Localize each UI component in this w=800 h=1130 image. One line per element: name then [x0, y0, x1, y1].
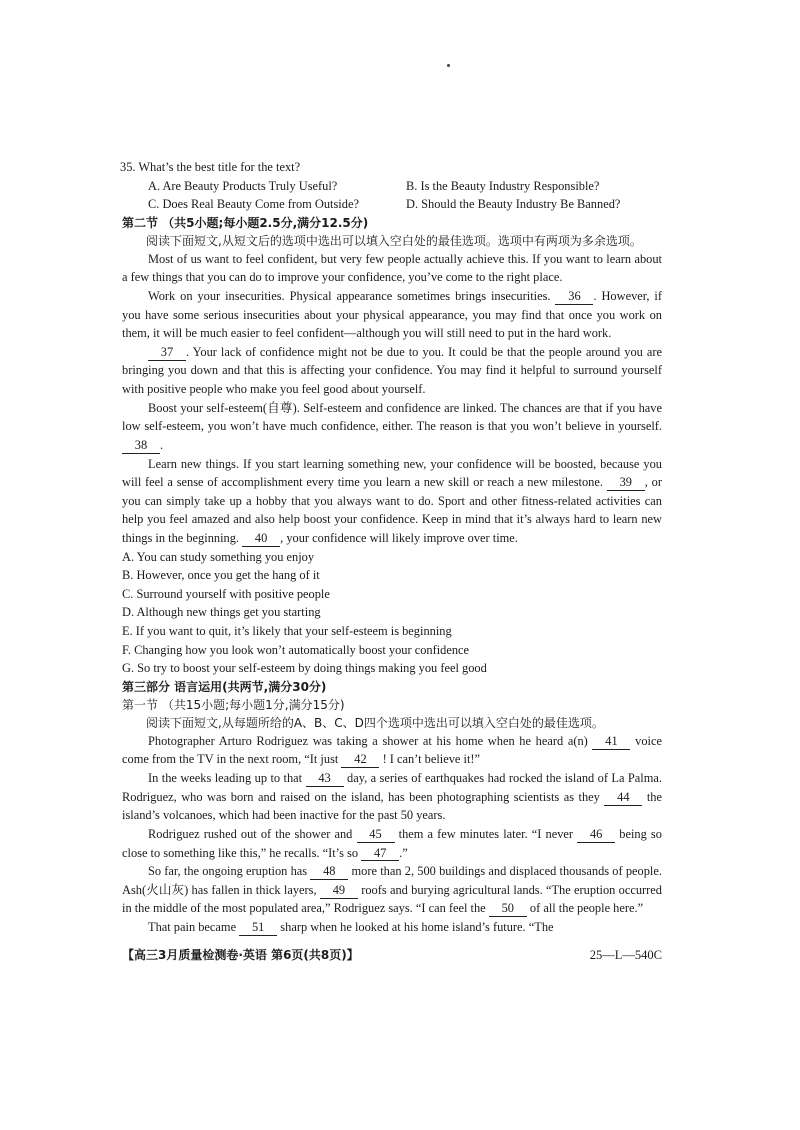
- blank-43: 43: [306, 771, 344, 787]
- blank-38: 38: [122, 438, 160, 454]
- part3-heading: 第三部分 语言运用(共两节,满分30分): [122, 679, 327, 694]
- blank-41: 41: [592, 734, 630, 750]
- s2-option-g: G. So try to boost your self-esteem by doing things making you feel good: [122, 661, 487, 676]
- part3-instruction: 阅读下面短文,从每题所给的A、B、C、D四个选项中选出可以填入空白处的最佳选项。: [146, 715, 604, 730]
- s2-option-c: C. Surround yourself with positive people: [122, 586, 330, 601]
- s2-para-5: [122, 455, 662, 548]
- s2-para-5-text-a: Learn new things. If you start learning something new, your confidence will be boosted, because you will feel a sense of accomplishment every time you learn a new skill or reach a new milestone.: [122, 456, 662, 490]
- p3-para-5-text-a: That pain became: [148, 919, 237, 934]
- blank-47: 47: [361, 846, 399, 862]
- blank-46: 46: [577, 827, 615, 843]
- s2-para-1: Most of us want to feel confident, but very few people actually achieve this. If you want to learn about a few things that you can do to improve your confidence, you’ve come to the right place.: [122, 251, 662, 285]
- exam-page: [122, 158, 662, 937]
- blank-45: 45: [357, 827, 395, 843]
- s2-para-3: [122, 343, 662, 399]
- p3-para-4-text-d: of all the people here.”: [529, 901, 644, 916]
- q35-option-a: A. Are Beauty Products Truly Useful?: [148, 178, 338, 193]
- blank-49: 49: [320, 883, 358, 899]
- p3-para-3-text-d: .”: [399, 845, 408, 860]
- blank-37: 37: [148, 345, 186, 361]
- q35-option-d: D. Should the Beauty Industry Be Banned?: [406, 197, 621, 212]
- s2-option-b: B. However, once you get the hang of it: [122, 568, 320, 583]
- p3-para-2-text-a: In the weeks leading up to that: [148, 771, 303, 786]
- p3-para-5: [122, 918, 662, 937]
- blank-50: 50: [489, 901, 527, 917]
- blank-39: 39: [607, 475, 645, 491]
- p3-para-1-text-a: Photographer Arturo Rodriguez was taking a shower at his home when he heard a(n): [148, 733, 588, 748]
- p3-para-3: [122, 825, 662, 862]
- p3-para-2-text-b: day, a series of earthquakes had rocked the island of La Palma. Rodriguez, who was born and raised on the island, has been photographing scientists as they: [122, 771, 662, 804]
- p3-para-2-text-c: the island’s volcanoes, which had been inactive for the past 50 years.: [122, 789, 662, 823]
- q35-option-c: C. Does Real Beauty Come from Outside?: [148, 197, 359, 212]
- blank-48: 48: [310, 864, 348, 880]
- q35-option-b: B. Is the Beauty Industry Responsible?: [406, 178, 600, 193]
- q35-stem: 35. What’s the best title for the text?: [120, 160, 301, 174]
- s2-option-e: E. If you want to quit, it’s likely that your self-esteem is beginning: [122, 624, 452, 639]
- s2-option-a: A. You can study something you enjoy: [122, 549, 315, 564]
- s2-option-d: D. Although new things get you starting: [122, 605, 321, 620]
- s2-para-2-text-b: . However, if you have some serious insecurities about your physical appearance, you may find that once you work on them, it will be much easier to feel confident—although you will still need to put in the hard work.: [122, 289, 662, 341]
- p3-para-4-text-c: roofs and burying agricultural lands. “The eruption occurred in the middle of the most populated area,” Rodriguez says. “I can feel the: [122, 882, 662, 916]
- p3-para-3-text-c: being so close to something like this,” he recalls. “It’s so: [122, 826, 662, 860]
- q35-options-row2: [122, 195, 662, 214]
- blank-40: 40: [242, 531, 280, 547]
- p3-para-4-text-b: more than 2, 500 buildings and displaced thousands of people. Ash(火山灰) has fallen in thick layers,: [122, 864, 662, 897]
- s2-para-5-text-c: , your confidence will likely improve over time.: [280, 530, 518, 545]
- p3-para-4: [122, 862, 662, 918]
- p3-para-1: [122, 732, 662, 769]
- p3-para-3-text-b: them a few minutes later. “I never: [398, 826, 574, 841]
- part3-subheading: 第一节 （共15小题;每小题1分,满分15分): [122, 697, 345, 712]
- s2-option-f: F. Changing how you look won’t automatically boost your confidence: [122, 642, 470, 657]
- blank-36: 36: [555, 289, 593, 305]
- p3-para-4-text-a: So far, the ongoing eruption has: [148, 864, 308, 879]
- p3-para-5-text-b: sharp when he looked at his home island’s future. “The: [280, 919, 554, 934]
- blank-42: 42: [341, 752, 379, 768]
- q35-options-row1: [122, 177, 662, 196]
- p3-para-3-text-a: Rodriguez rushed out of the shower and: [148, 826, 353, 841]
- p3-para-1-text-b: voice come from the TV in the next room, “It just: [122, 733, 662, 767]
- s2-options-list: [122, 548, 662, 678]
- s2-para-2: [122, 287, 662, 343]
- s2-para-4-text-a: Boost your self-esteem(自尊). Self-esteem and confidence are linked. The chances are that if you have low self-esteem, you won’t have much confidence, either. The reason is that you won’t believe in yourself.: [122, 400, 662, 434]
- blank-44: 44: [604, 790, 642, 806]
- footer-code: 25—L—540C: [589, 948, 662, 962]
- footer-title: 【高三3月质量检测卷·英语 第6页(共8页)】: [122, 948, 359, 962]
- section2-instruction: 阅读下面短文,从短文后的选项中选出可以填入空白处的最佳选项。选项中有两项为多余选项。: [146, 233, 642, 248]
- section2-heading: 第二节 （共5小题;每小题2.5分,满分12.5分): [122, 215, 369, 230]
- p3-para-2: [122, 769, 662, 825]
- s2-para-4: [122, 399, 662, 455]
- s2-para-2-text-a: Work on your insecurities. Physical appearance sometimes brings insecurities.: [148, 289, 551, 304]
- page-footer: [122, 946, 662, 965]
- blank-51: 51: [239, 920, 277, 936]
- speck-mark: [447, 64, 450, 67]
- s2-para-4-text-b: .: [160, 437, 164, 452]
- p3-para-1-text-c: ! I can’t believe it!”: [382, 752, 481, 767]
- s2-para-5-text-b: , or you can simply take up a hobby that you always want to do. Sport and other fitness-related activities can help you feel amazed and also help boost your confidence. Keep in mind that it’s always hard to learn new things in the beginning.: [122, 475, 662, 545]
- s2-para-3-text: . Your lack of confidence might not be due to you. It could be that the people around you are bringing you down and that this is affecting your confidence. You may find it helpful to surround yourself with positive people who make you feel good about yourself.: [122, 344, 662, 397]
